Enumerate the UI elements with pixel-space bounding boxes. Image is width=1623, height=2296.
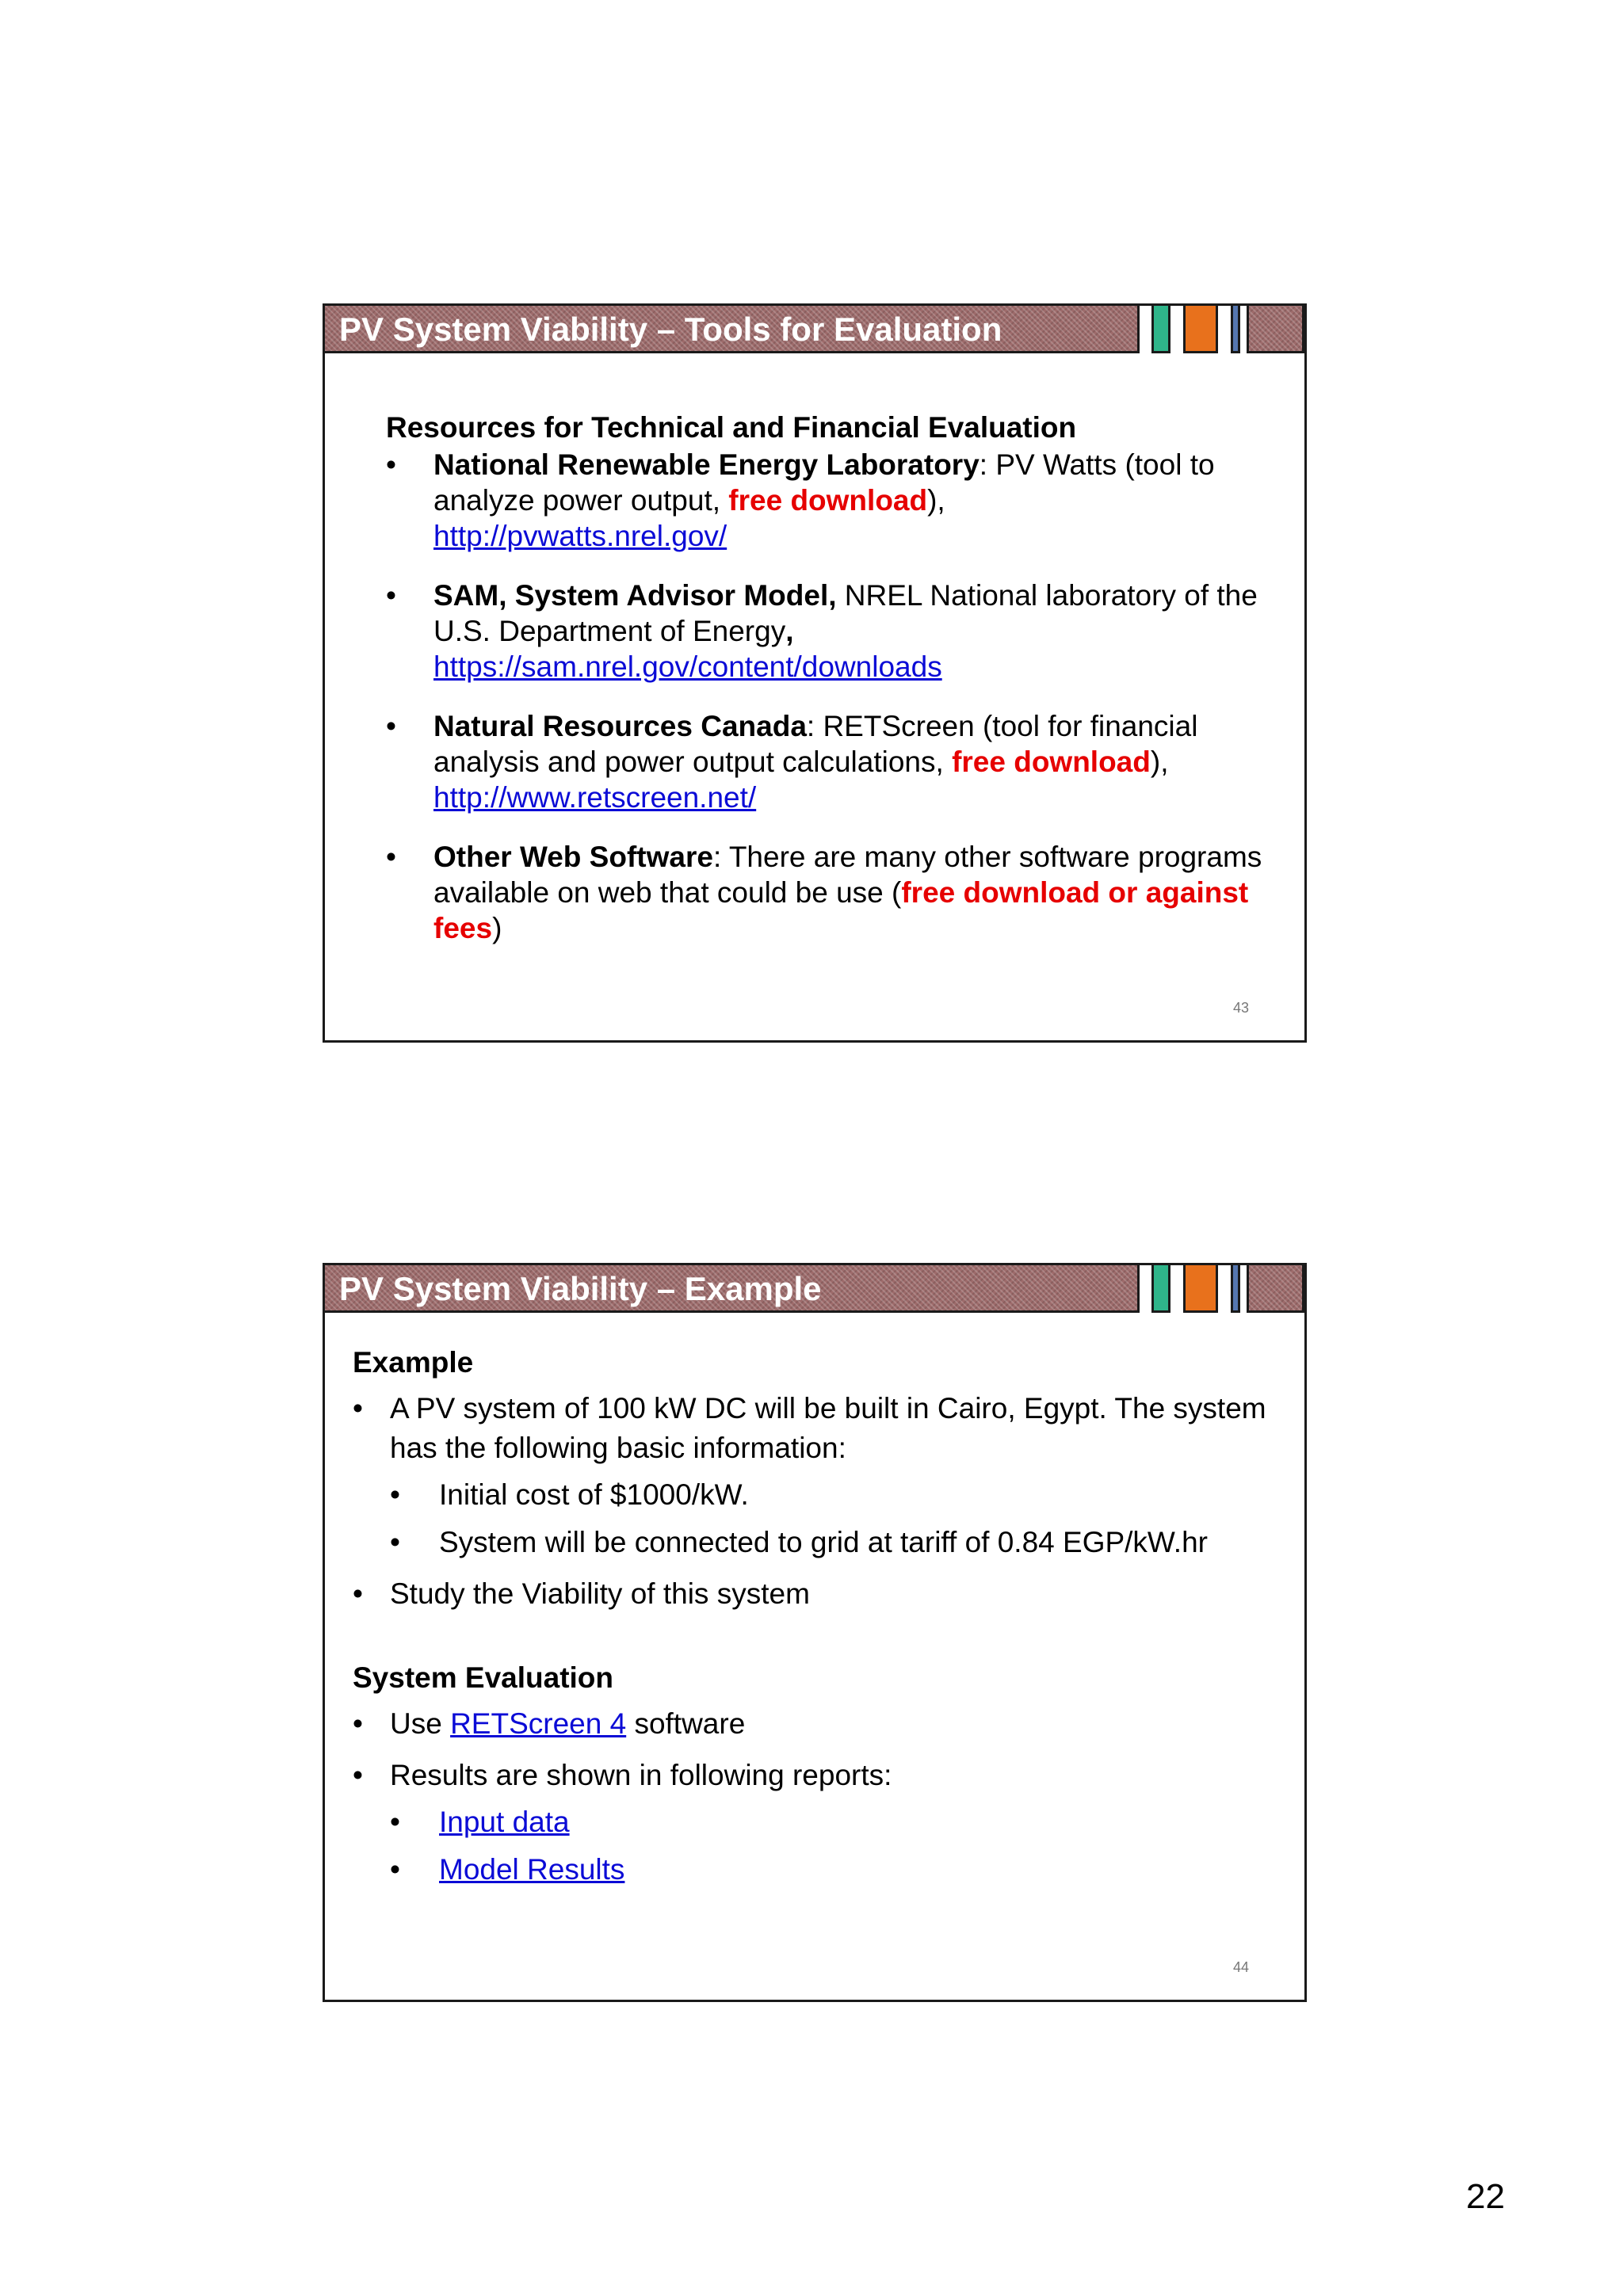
resource-text: ), — [927, 484, 945, 517]
resource-name: National Renewable Energy Laboratory — [433, 448, 980, 481]
sub-list — [390, 1475, 1272, 1562]
decor-pattern-bar — [1247, 1265, 1304, 1313]
resource-text: , — [785, 615, 794, 647]
sub-list — [390, 1802, 1272, 1890]
section-heading: Resources for Technical and Financial Evaluation — [386, 411, 1077, 444]
list-item: • Study the Viability of this system — [353, 1574, 1272, 1614]
evaluation-list — [353, 1704, 1272, 1890]
highlight-text: free download or against fees — [433, 876, 1249, 944]
resource-list — [386, 447, 1274, 946]
input-data-link[interactable]: Input data — [439, 1806, 570, 1838]
resource-text: ) — [492, 912, 502, 944]
list-item — [353, 1389, 1272, 1562]
slide-title-bar — [325, 1265, 1140, 1313]
retscreen4-link[interactable]: RETScreen 4 — [450, 1707, 627, 1740]
slide-title: PV System Viability – Example — [339, 1270, 822, 1307]
retscreen-link[interactable]: http://www.retscreen.net/ — [433, 781, 757, 814]
bullet-text: software — [626, 1707, 746, 1740]
section-heading: System Evaluation — [353, 1661, 614, 1694]
page-number: 22 — [1466, 2177, 1505, 2216]
slide-content — [386, 410, 1274, 970]
decor-green-bar — [1151, 306, 1170, 353]
decor-green-bar — [1151, 1265, 1170, 1313]
sub-list-item: • System will be connected to grid at tariff of 0.84 EGP/kW.hr — [390, 1523, 1272, 1562]
resource-text: : PV Watts (tool to analyze power output, — [433, 448, 1215, 517]
bullet-text: Results are shown in following reports: — [390, 1759, 892, 1791]
example-list — [353, 1389, 1272, 1614]
bullet-text: Use — [390, 1707, 451, 1740]
highlight-text: free download — [728, 484, 928, 517]
list-item — [353, 1704, 1272, 1744]
highlight-text: free download — [952, 746, 1151, 778]
sub-list-item: • Initial cost of $1000/kW. — [390, 1475, 1272, 1515]
list-item — [386, 447, 1274, 554]
resource-text: : RETScreen (tool for financial analysis and power output calculations, — [433, 710, 1198, 778]
list-item — [386, 839, 1274, 946]
resource-name: Other Web Software — [433, 841, 713, 873]
slide-44 — [323, 1263, 1307, 2002]
sub-list-item — [390, 1850, 1272, 1890]
decor-blue-bar — [1231, 1265, 1240, 1313]
slide-page-number: 44 — [1232, 1959, 1249, 1975]
list-item — [386, 708, 1274, 815]
bullet-text: A PV system of 100 kW DC will be built in Cairo, Egypt. The system has the following basic information: — [390, 1392, 1266, 1464]
decor-pattern-bar — [1247, 306, 1304, 353]
resource-name: Natural Resources Canada — [433, 710, 807, 742]
list-item — [386, 578, 1274, 685]
model-results-link[interactable]: Model Results — [439, 1853, 625, 1886]
resource-name: SAM, System Advisor Model, — [433, 579, 837, 612]
pvwatts-link[interactable]: http://pvwatts.nrel.gov/ — [433, 520, 727, 552]
resource-text: : There are many other software programs available on web that could be use ( — [433, 841, 1262, 909]
slide-title: PV System Viability – Tools for Evaluation — [339, 311, 1002, 348]
sam-link[interactable]: https://sam.nrel.gov/content/downloads — [433, 650, 942, 683]
slide-page-number: 43 — [1232, 1000, 1249, 1016]
section-heading: Example — [353, 1346, 474, 1379]
sub-list-item — [390, 1802, 1272, 1842]
slide-content — [353, 1344, 1272, 1901]
decor-blue-bar — [1231, 306, 1240, 353]
slide-43 — [323, 303, 1307, 1043]
resource-text: NREL National laboratory of the U.S. Department of Energy — [433, 579, 1258, 647]
decor-orange-bar — [1183, 306, 1218, 353]
decor-orange-bar — [1183, 1265, 1218, 1313]
slide-title-bar — [325, 306, 1140, 353]
list-item — [353, 1756, 1272, 1890]
resource-text: ), — [1150, 746, 1169, 778]
